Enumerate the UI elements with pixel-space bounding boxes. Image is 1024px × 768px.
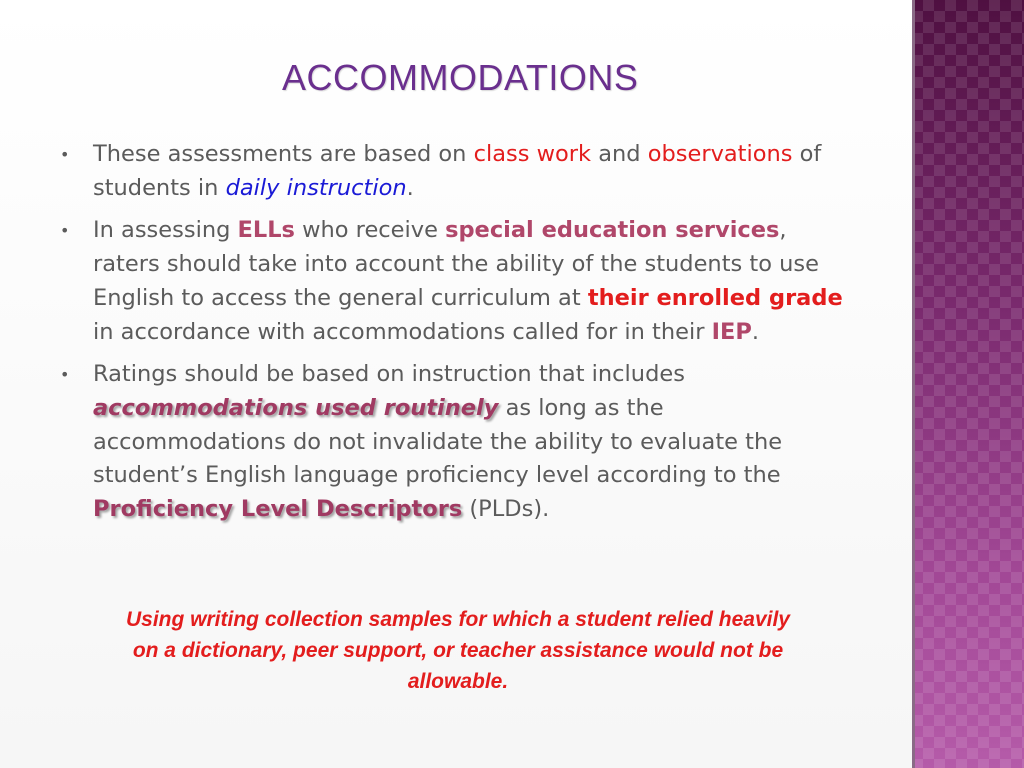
allowability-note: Using writing collection samples for which a student relied heavily on a dictionary, peer support, or teacher assistance would not be allowable. [126,608,790,693]
bullet1-text: of students in [93,141,822,201]
bullet2-iep: IEP [711,318,752,345]
decorative-side-band [912,0,1024,768]
bullet2-ells: ELLs [237,217,295,244]
bullet-marker: • [60,221,70,241]
bullet1-text: and [591,141,648,167]
bullet-marker: • [60,145,70,164]
bullet1-observations: observations [647,141,793,167]
bullet-item [60,358,850,527]
bullet2-special-education-services: special education services [445,217,780,244]
bullet2-text: in accordance with accommodations called for in their [93,318,712,345]
bullet1-text: . [406,174,414,201]
bullet2-text: In assessing [93,217,238,244]
bullet1-text: These assessments are based on [93,141,474,167]
bullet-item [60,214,850,349]
bullet3-proficiency-level-descriptors: Proficiency Level Descriptors [93,496,463,523]
bullet2-enrolled-grade: their enrolled grade [587,284,843,311]
bullet2-text: who receive [294,217,446,244]
bullet3-text: (PLDs). [462,496,550,523]
bullet1-daily-instruction: daily instruction [225,174,407,201]
bullet2-text: , raters should take into account the ability of the students to use English to access the general curriculum at [93,217,819,311]
bullet3-text: as long as the accommodations do not invalidate the ability to evaluate the student’s English language proficiency level according to the [93,394,783,489]
bullet1-class-work: class work [473,141,592,167]
bullet2-text: . [751,318,759,345]
bullet-item [60,138,850,205]
bullet-list [60,138,850,536]
side-band-edge [912,0,915,768]
bullet-marker: • [60,365,70,385]
bullet3-accommodations-used-routinely: accommodations used routinely [93,394,499,421]
bullet3-text: Ratings should be based on instruction that includes [93,361,685,388]
slide-title: ACCOMMODATIONS [282,57,639,98]
